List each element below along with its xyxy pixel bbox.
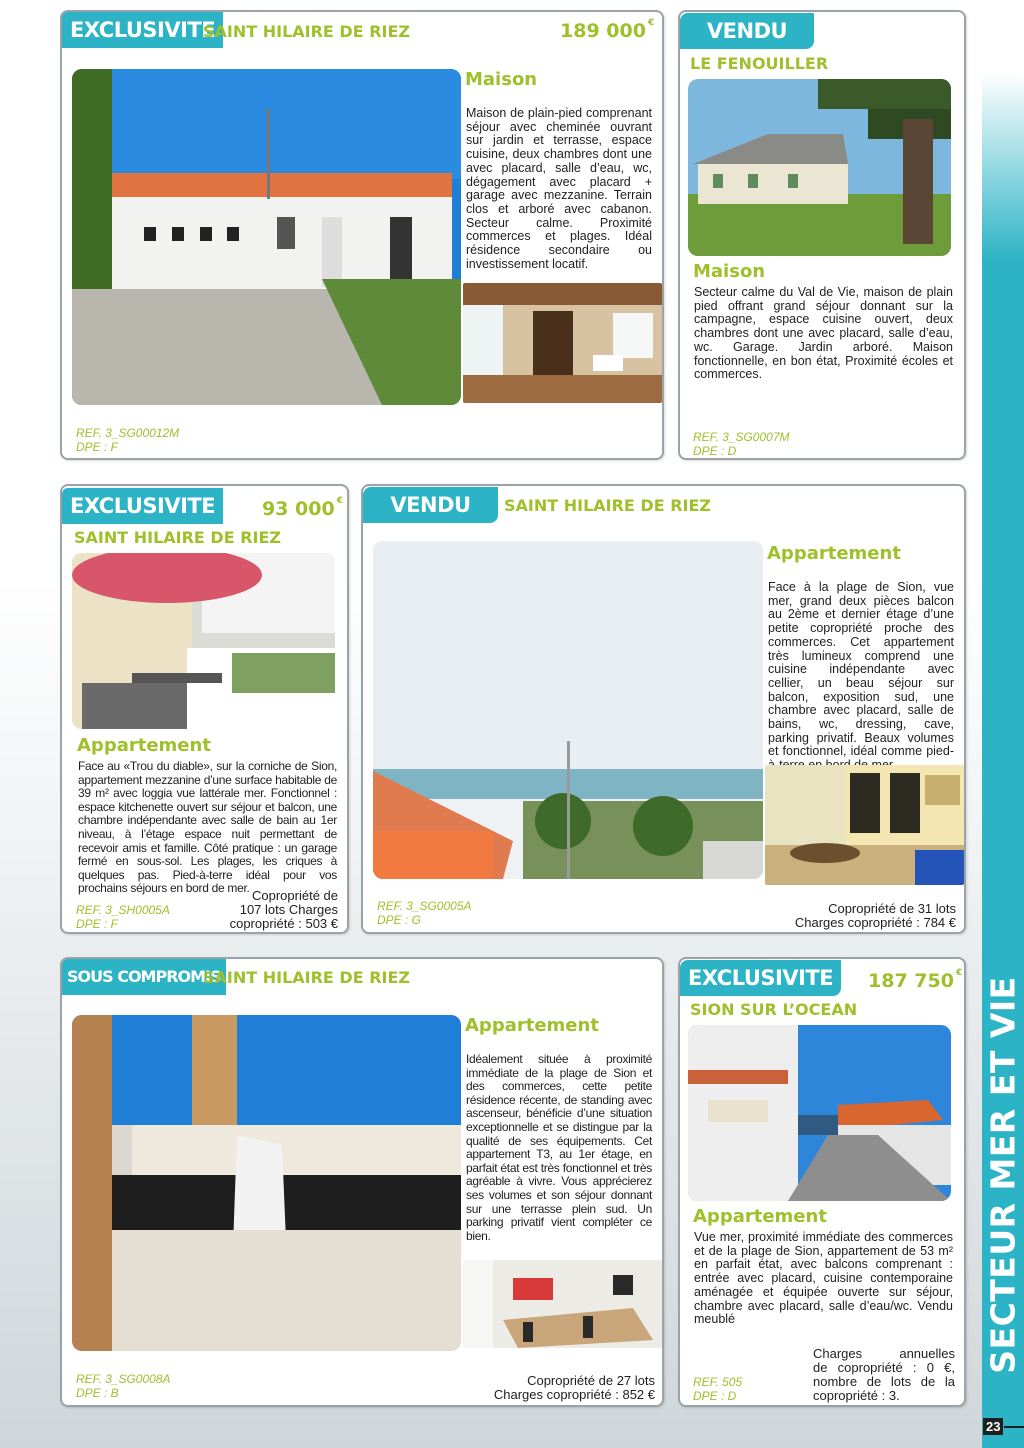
main-photo-4 [373,541,763,879]
charges-6-line4: copropriété : 3. [813,1388,900,1403]
ref-number-1: REF. 3_SG00012M [76,426,180,440]
ref-number-2: REF. 3_SG0007M [693,430,790,444]
property-type-4: Appartement [767,543,901,564]
currency-1: € [647,18,655,28]
reference-3 [76,903,170,931]
page-number: 23 [983,1418,1003,1435]
location-3: SAINT HILAIRE DE RIEZ [74,528,282,547]
interior-photo-5 [463,1260,662,1348]
price-value-1: 189 000 [560,20,646,42]
reference-6 [693,1375,742,1403]
charges-3 [200,889,338,931]
charges-5-line1: Copropriété de 27 lots [527,1373,655,1388]
dpe-6: DPE : D [693,1389,737,1403]
dpe-2: DPE : D [693,444,737,458]
dpe-5: DPE : B [76,1386,119,1400]
status-badge-1: EXCLUSIVITE [62,12,223,48]
location-4: SAINT HILAIRE DE RIEZ [504,496,712,515]
description-2: Secteur calme du Val de Vie, maison de plain pied offrant grand séjour donnant sur la campagne, espace cuisine ouvert, deux chambres dont une avec placard, salle d’eau, wc. Garage. Jardin arboré. Maison fonctionnelle, en bon état, Proximité écoles et commerces. [694,285,953,382]
main-photo-3 [72,553,335,729]
description-3: Face au «Trou du diable», sur la corniche de Sion, appartement mezzanine d’une surface habitable de 39 m² avec loggia vue lattérale mer. Fonctionnel : espace kitchenette ouvert sur séjour et balcon, une chambre indépendante avec salle de bain au 1er niveau, à l’étage espace nuit permettant de recevoir amis et famille. Côté pratique : un garage fermé en sous-sol. Les plages, les criques à quelques pas. Pied-à-terre idéal pour vos prochains séjours en bord de mer. [78,759,337,896]
dpe-4: DPE : G [377,913,422,927]
location-1: SAINT HILAIRE DE RIEZ [203,22,411,41]
main-photo-6 [688,1025,951,1201]
reference-5 [76,1372,171,1400]
description-4: Face à la plage de Sion, vue mer, grand deux pièces balcon au 2ème et dernier étage d’une petite copropriété proche des commerces. Cet appartement très lumineux comprend une cuisine indépendante avec cellier, un beau séjour sur balcon, exposition sud, une chambre avec placard, salle de bains, wc, dressing, cave, parking privatif. Beaux volumes et fonctionnel, idéal comme pied- [768,580,954,759]
location-5: SAINT HILAIRE DE RIEZ [203,968,411,987]
price-6 [868,970,962,992]
charges-3-line1: Copropriété de [252,888,338,903]
charges-3-line2: 107 lots Charges [239,902,338,917]
charges-4-line2: Charges copropriété : 784 € [794,915,956,930]
charges-6-line1: Charges annuelles [813,1346,955,1361]
price-1 [560,20,654,42]
main-photo-1 [72,69,461,405]
description-6: Vue mer, proximité immédiate des commerces et de la plage de Sion, appartement de 53 m² en parfait état, avec balcons comprenant : entrée avec placard, cuisine contemporaine aménagée et équipée ouverte sur séjour, chambre avec placard, salle d’eau/wc. Vendu meublé [694,1230,953,1327]
status-badge-5: SOUS COMPROMIS [62,959,226,995]
price-value-3: 93 000 [262,498,335,520]
charges-6-line2: de copropriété : 0 €, [813,1360,955,1375]
ref-number-3: REF. 3_SH0005A [76,903,170,917]
page-number-rule [1004,1426,1024,1428]
interior-photo-1 [463,283,662,403]
price-value-6: 187 750 [868,970,954,992]
charges-5-line2: Charges copropriété : 852 € [493,1387,655,1402]
dpe-1: DPE : F [76,440,119,454]
reference-1 [76,426,179,454]
charges-5 [466,1374,655,1402]
ref-number-5: REF. 3_SG0008A [76,1372,171,1386]
status-badge-4: VENDU [363,487,498,523]
property-type-2: Maison [693,261,766,282]
dpe-3: DPE : F [76,917,119,931]
property-type-6: Appartement [693,1206,827,1227]
property-type-5: Appartement [465,1015,599,1036]
charges-3-line3: copropriété : 503 € [229,916,338,931]
section-title: SECTEUR MER ET VIE [983,976,1023,1374]
location-2: LE FENOUILLER [690,54,829,73]
charges-6-line3: nombre de lots de la [813,1374,955,1389]
main-photo-2 [688,79,951,256]
status-badge-6: EXCLUSIVITE [680,960,841,996]
reference-2 [693,430,790,458]
currency-6: € [955,968,963,978]
description-1: Maison de plain-pied comprenant séjour avec cheminée ouvrant sur jardin et terrasse, espace cuisine, deux chambres dont une avec placard, salle d’eau, wc, dégagement avec placard + garage avec mezzanine. Terrain clos et arboré avec cabanon. Secteur calme. Proximité commerces et plages. Idéal résidence secondaire ou investissement locatif. [466,106,652,271]
charges-6 [813,1347,955,1403]
property-type-1: Maison [465,69,538,90]
status-badge-2: VENDU [680,13,814,49]
ref-number-6: REF. 505 [693,1375,743,1389]
status-badge-3: EXCLUSIVITE [62,488,223,524]
main-photo-5 [72,1015,461,1351]
property-type-3: Appartement [77,735,211,756]
description-5: Idéalement située à proximité immédiate de la plage de Sion et des commerces, cette petite résidence récente, de standing avec ascenseur, bénéficie d’une situation exceptionnelle et se distingue par la qualité de ses équipements. Cet appartement T3, au 1er étage, en parfait état est très fonctionnel et très agréable à vivre. Vous apprécierez ses volumes et son séjour donnant sur une terrasse plein sud. Un parking privatif vient compléter ce bien. [466,1052,652,1243]
currency-3: € [336,496,343,506]
charges-4-line1: Copropriété de 31 lots [828,901,956,916]
reference-4 [377,899,472,927]
ref-number-4: REF. 3_SG0005A [377,899,472,913]
location-6: SION SUR L’OCEAN [690,1000,858,1019]
charges-4 [766,902,956,930]
interior-photo-4 [765,765,964,885]
price-3 [262,498,343,520]
